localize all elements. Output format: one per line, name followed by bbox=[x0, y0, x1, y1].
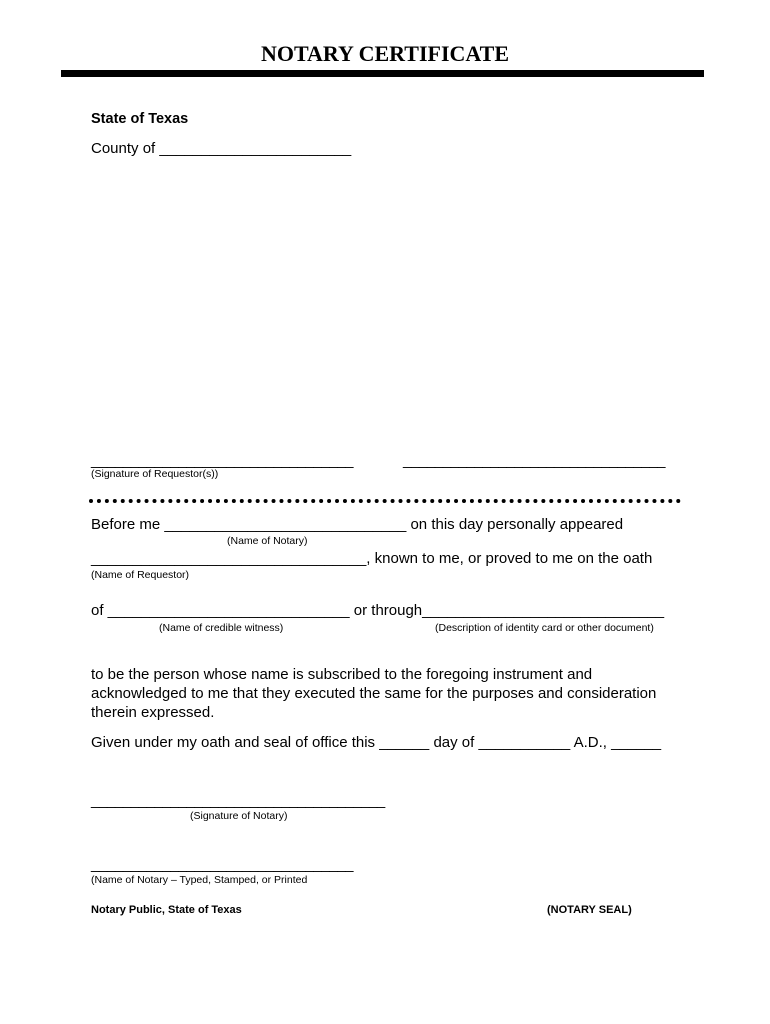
of-witness-text: of _____________________________ or through bbox=[91, 602, 423, 619]
through-id-blank: _____________________________ bbox=[422, 602, 665, 619]
notary-seal-label: (NOTARY SEAL) bbox=[547, 904, 632, 916]
notary-signature-line: _____________________________________ bbox=[91, 792, 385, 809]
dotted-separator bbox=[89, 499, 681, 503]
county-line: County of _______________________ bbox=[91, 140, 352, 157]
name-of-requestor-label: (Name of Requestor) bbox=[91, 569, 190, 581]
notary-name-line: _________________________________ bbox=[91, 856, 354, 873]
requestor-signature-line-left: _________________________________ bbox=[91, 452, 354, 469]
before-me-line: Before me _____________________________ on this day personally appeared bbox=[91, 516, 624, 533]
given-under-line: Given under my oath and seal of office this ______ day of ___________ A.D., ______ bbox=[91, 734, 662, 751]
requestor-signature-line-right: _________________________________ bbox=[403, 452, 666, 469]
notary-name-label: (Name of Notary – Typed, Stamped, or Printed bbox=[91, 874, 308, 886]
notary-public-footer: Notary Public, State of Texas bbox=[91, 904, 242, 916]
acknowledgment-paragraph: to be the person whose name is subscribed to the foregoing instrument and acknowledged to me that they executed the same for the purposes and consideration therein expressed. bbox=[91, 666, 657, 721]
identity-document-label: (Description of identity card or other document) bbox=[435, 622, 654, 634]
state-line: State of Texas bbox=[91, 111, 189, 127]
of-through-line bbox=[91, 602, 664, 619]
requestor-signature-label: (Signature of Requestor(s)) bbox=[91, 468, 219, 480]
credible-witness-label: (Name of credible witness) bbox=[159, 622, 284, 634]
known-to-me-line: _________________________________, known to me, or proved to me on the oath bbox=[91, 550, 653, 567]
title-rule bbox=[61, 70, 704, 77]
notary-signature-label: (Signature of Notary) bbox=[190, 810, 288, 822]
name-of-notary-label: (Name of Notary) bbox=[227, 535, 308, 547]
page-title: NOTARY CERTIFICATE bbox=[260, 41, 509, 66]
